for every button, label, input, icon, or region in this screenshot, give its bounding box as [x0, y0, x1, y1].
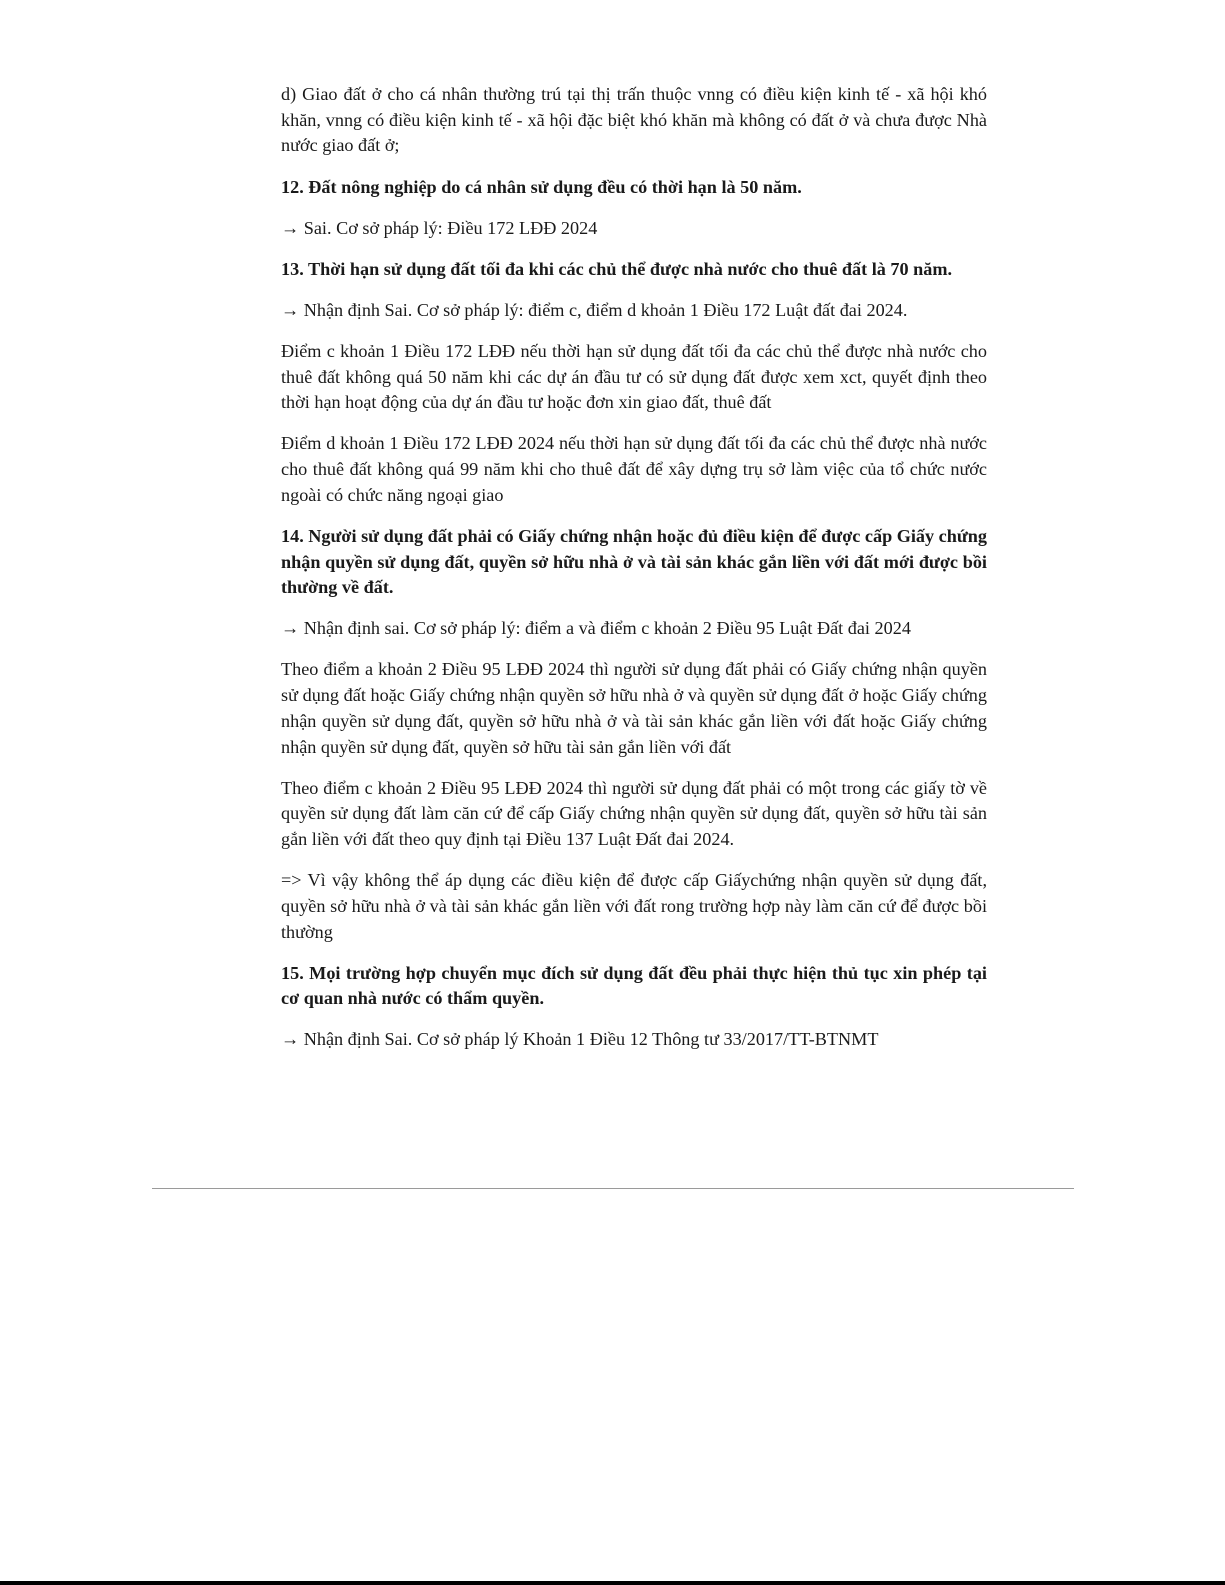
answer-14-conclusion: => Vì vậy không thể áp dụng các điều kiện để được cấp Giấychứng nhận quyền sử dụng đất, quyền sở hữu nhà ở và tài sản khác gắn liền với đất rong trường hợp này làm căn cứ để được bồi thường	[281, 870, 987, 942]
paragraph-d-giao-dat: d) Giao đất ở cho cá nhân thường trú tại thị trấn thuộc vnng có điều kiện kinh tế - xã hội khó khăn, vnng có điều kiện kinh tế - xã hội đặc biệt khó khăn mà không có đất ở và chưa được Nhà nước giao đất ở;	[281, 84, 987, 156]
answer-13-point-c: Điểm c khoản 1 Điều 172 LĐĐ nếu thời hạn sử dụng đất tối đa các chủ thể được nhà nước cho thuê đất không quá 50 năm khi các dự án đầu tư có sử dụng đất được xem xct, quyết định theo thời hạn hoạt động của dự án đầu tư hoặc đơn xin giao đất, thuê đất	[281, 340, 987, 413]
page-divider	[152, 1188, 1074, 1189]
question-12: 12. Đất nông nghiệp do cá nhân sử dụng đều có thời hạn là 50 năm.	[281, 176, 802, 197]
answer-13: → Nhận định Sai. Cơ sở pháp lý: điểm c, điểm d khoản 1 Điều 172 Luật đất đai 2024.	[281, 299, 908, 320]
question-13: 13. Thời hạn sử dụng đất tối đa khi các chủ thể được nhà nước cho thuê đất là 70 năm.	[281, 258, 953, 279]
answer-13-point-d: Điểm d khoản 1 Điều 172 LĐĐ 2024 nếu thời hạn sử dụng đất tối đa các chủ thể được nhà nước cho thuê đất không quá 99 năm khi cho thuê đất để xây dựng trụ sở làm việc của tổ chức nước ngoài có chức năng ngoại giao	[281, 433, 987, 505]
answer-14: → Nhận định sai. Cơ sở pháp lý: điểm a và điểm c khoản 2 Điều 95 Luật Đất đai 2024	[281, 618, 911, 639]
question-14: 14. Người sử dụng đất phải có Giấy chứng nhận hoặc đủ điều kiện để được cấp Giấy chứng nhận quyền sử dụng đất, quyền sở hữu nhà ở và tài sản khác gắn liền với đất mới được bồi thường về đất.	[281, 525, 987, 598]
answer-14-point-c: Theo điểm c khoản 2 Điều 95 LĐĐ 2024 thì người sử dụng đất phải có một trong các giấy tờ về quyền sử dụng đất làm căn cứ để cấp Giấy chứng nhận quyền sử dụng đất, quyền sở hữu tài sản gắn liền với đất theo quy định tại Điều 137 Luật Đất đai 2024.	[281, 777, 987, 850]
answer-12: → Sai. Cơ sở pháp lý: Điều 172 LĐĐ 2024	[281, 217, 598, 238]
question-15: 15. Mọi trường hợp chuyển mục đích sử dụng đất đều phải thực hiện thủ tục xin phép tại cơ quan nhà nước có thẩm quyền.	[281, 962, 987, 1009]
document-page	[281, 82, 987, 1069]
bottom-edge-bar	[0, 1581, 1225, 1585]
answer-15: → Nhận định Sai. Cơ sở pháp lý Khoản 1 Điều 12 Thông tư 33/2017/TT-BTNMT	[281, 1029, 879, 1050]
answer-14-point-a: Theo điểm a khoản 2 Điều 95 LĐĐ 2024 thì người sử dụng đất phải có Giấy chứng nhận quyền sử dụng đất hoặc Giấy chứng nhận quyền sở hữu nhà ở và quyền sử dụng đất ở hoặc Giấy chứng nhận quyền sử dụng đất, quyền sở hữu nhà ở và tài sản khác gắn liền với đất hoặc Giấy chứng nhận quyền sử dụng đất, quyền sở hữu tài sản gắn liền với đất	[281, 659, 987, 757]
